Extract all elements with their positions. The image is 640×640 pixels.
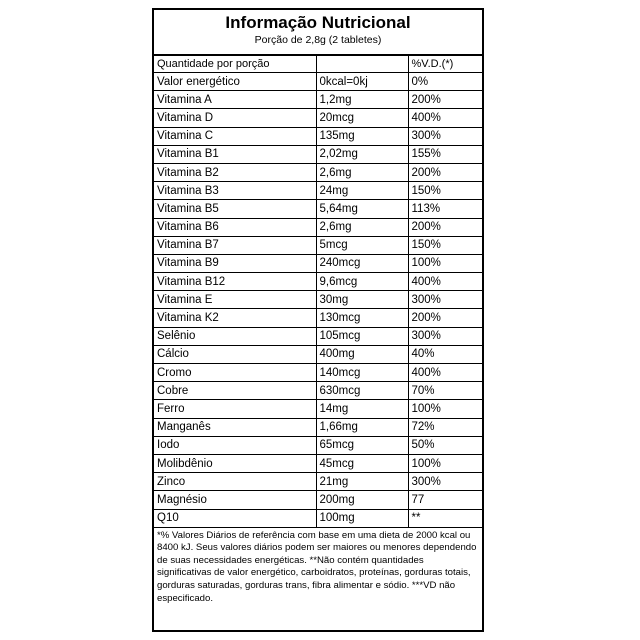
nutrient-name: Vitamina B7 xyxy=(154,236,316,254)
nutrient-amount: 65mcg xyxy=(316,436,408,454)
nutrient-name: Cromo xyxy=(154,364,316,382)
nutrient-amount: 140mcg xyxy=(316,364,408,382)
nutrient-name: Ferro xyxy=(154,400,316,418)
nutrient-name: Manganês xyxy=(154,418,316,436)
nutrient-amount: 130mcg xyxy=(316,309,408,327)
nutrient-name: Vitamina D xyxy=(154,109,316,127)
nutrient-name: Magnésio xyxy=(154,491,316,509)
table-row xyxy=(154,218,482,236)
nutrient-dv: 300% xyxy=(408,127,482,145)
table-row xyxy=(154,364,482,382)
nutrient-dv: 40% xyxy=(408,345,482,363)
header-amount xyxy=(316,56,408,73)
nutrient-name: Valor energético xyxy=(154,73,316,91)
nutrient-amount: 0kcal=0kj xyxy=(316,73,408,91)
nutrient-amount: 1,66mg xyxy=(316,418,408,436)
table-row xyxy=(154,182,482,200)
table-row xyxy=(154,345,482,363)
nutrient-dv: 300% xyxy=(408,327,482,345)
nutrient-dv: 100% xyxy=(408,454,482,472)
nutrient-amount: 105mcg xyxy=(316,327,408,345)
nutrient-name: Cobre xyxy=(154,382,316,400)
nutrient-name: Vitamina B2 xyxy=(154,163,316,181)
header-dv: %V.D.(*) xyxy=(408,56,482,73)
nutrient-dv: 150% xyxy=(408,182,482,200)
nutrient-dv: 400% xyxy=(408,364,482,382)
nutrient-amount: 2,6mg xyxy=(316,163,408,181)
nutrient-amount: 9,6mcg xyxy=(316,273,408,291)
nutrient-amount: 45mcg xyxy=(316,454,408,472)
nutrient-name: Vitamina B12 xyxy=(154,273,316,291)
nutrient-name: Vitamina B3 xyxy=(154,182,316,200)
nutrient-amount: 240mcg xyxy=(316,254,408,272)
table-row xyxy=(154,91,482,109)
nutrient-amount: 135mg xyxy=(316,127,408,145)
nutrient-amount: 21mg xyxy=(316,473,408,491)
nutrient-dv: 300% xyxy=(408,473,482,491)
nutrient-amount: 24mg xyxy=(316,182,408,200)
table-row xyxy=(154,491,482,509)
table-row xyxy=(154,454,482,472)
nutrient-dv: 70% xyxy=(408,382,482,400)
nutrition-header xyxy=(154,10,482,56)
nutrient-amount: 20mcg xyxy=(316,109,408,127)
table-row xyxy=(154,309,482,327)
nutrient-name: Vitamina E xyxy=(154,291,316,309)
nutrient-dv: 200% xyxy=(408,218,482,236)
nutrient-amount: 2,6mg xyxy=(316,218,408,236)
nutrient-amount: 2,02mg xyxy=(316,145,408,163)
nutrient-dv: 400% xyxy=(408,273,482,291)
nutrient-dv: 72% xyxy=(408,418,482,436)
nutrient-dv: 113% xyxy=(408,200,482,218)
nutrient-name: Molibdênio xyxy=(154,454,316,472)
table-row xyxy=(154,236,482,254)
nutrient-name: Vitamina B5 xyxy=(154,200,316,218)
nutrient-name: Vitamina C xyxy=(154,127,316,145)
nutrient-name: Vitamina B1 xyxy=(154,145,316,163)
nutrient-name: Q10 xyxy=(154,509,316,527)
nutrient-name: Iodo xyxy=(154,436,316,454)
nutrient-amount: 400mg xyxy=(316,345,408,363)
table-row xyxy=(154,145,482,163)
nutrient-dv: 100% xyxy=(408,254,482,272)
nutrient-amount: 30mg xyxy=(316,291,408,309)
nutrition-table xyxy=(154,56,482,528)
nutrient-dv: 155% xyxy=(408,145,482,163)
serving-size: Porção de 2,8g (2 tabletes) xyxy=(254,34,382,46)
table-row xyxy=(154,200,482,218)
nutrient-dv: 150% xyxy=(408,236,482,254)
table-row xyxy=(154,418,482,436)
nutrient-dv: 50% xyxy=(408,436,482,454)
table-row xyxy=(154,473,482,491)
nutrient-dv: 200% xyxy=(408,163,482,181)
nutrient-dv: 100% xyxy=(408,400,482,418)
table-row xyxy=(154,73,482,91)
nutrient-dv: 200% xyxy=(408,91,482,109)
nutrient-amount: 1,2mg xyxy=(316,91,408,109)
nutrition-title: Informação Nutricional xyxy=(225,13,411,32)
nutrient-dv: 300% xyxy=(408,291,482,309)
table-row xyxy=(154,509,482,527)
nutrient-name: Vitamina B9 xyxy=(154,254,316,272)
nutrient-name: Cálcio xyxy=(154,345,316,363)
nutrient-name: Zinco xyxy=(154,473,316,491)
table-row xyxy=(154,273,482,291)
nutrition-facts-panel xyxy=(152,8,484,632)
nutrient-name: Vitamina A xyxy=(154,91,316,109)
nutrient-amount: 14mg xyxy=(316,400,408,418)
nutrient-dv: ** xyxy=(408,509,482,527)
nutrient-name: Vitamina B6 xyxy=(154,218,316,236)
table-row xyxy=(154,382,482,400)
nutrition-table-body xyxy=(154,56,482,527)
nutrient-amount: 200mg xyxy=(316,491,408,509)
nutrient-amount: 630mcg xyxy=(316,382,408,400)
table-row xyxy=(154,291,482,309)
nutrient-dv: 0% xyxy=(408,73,482,91)
table-header-row xyxy=(154,56,482,73)
table-row xyxy=(154,109,482,127)
nutrient-name: Selênio xyxy=(154,327,316,345)
table-row xyxy=(154,163,482,181)
table-row xyxy=(154,254,482,272)
nutrient-dv: 77 xyxy=(408,491,482,509)
table-row xyxy=(154,127,482,145)
nutrient-amount: 5mcg xyxy=(316,236,408,254)
header-quantity: Quantidade por porção xyxy=(154,56,316,73)
nutrient-name: Vitamina K2 xyxy=(154,309,316,327)
table-row xyxy=(154,436,482,454)
nutrient-dv: 400% xyxy=(408,109,482,127)
footnote: *% Valores Diários de referência com base em uma dieta de 2000 kcal ou 8400 kJ. Seus valores diários podem ser maiores ou menores dependendo de suas necessidades energéticas. **Não contém quantidades significativas de valor energético, carboidratos, proteínas, gorduras totais, gorduras saturadas, gorduras trans, fibra alimentar e sódio. ***VD não especificado. xyxy=(157,529,477,604)
nutrient-dv: 200% xyxy=(408,309,482,327)
table-row xyxy=(154,400,482,418)
nutrient-amount: 100mg xyxy=(316,509,408,527)
table-row xyxy=(154,327,482,345)
nutrient-amount: 5,64mg xyxy=(316,200,408,218)
